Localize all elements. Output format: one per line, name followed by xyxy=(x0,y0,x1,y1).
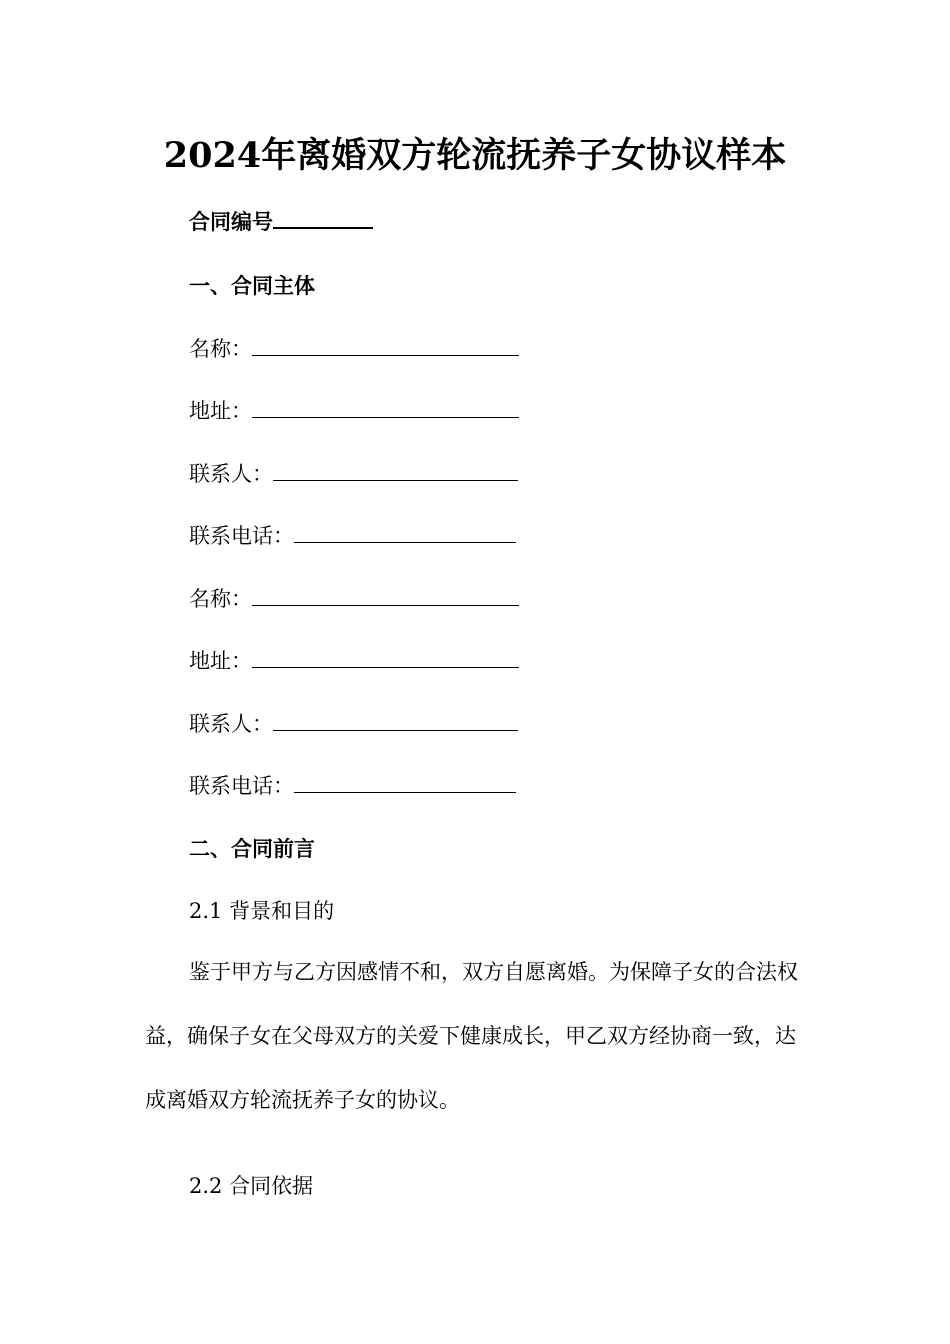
party-b-phone-label: 联系电话： xyxy=(189,774,294,798)
party-a-address-blank[interactable] xyxy=(252,401,519,418)
party-a-name-label: 名称： xyxy=(189,337,252,361)
party-b-phone-line xyxy=(189,770,516,800)
party-a-address-label: 地址： xyxy=(189,399,252,423)
party-b-name-label: 名称： xyxy=(189,587,252,611)
party-a-name-blank[interactable] xyxy=(252,339,519,356)
party-b-address-blank[interactable] xyxy=(252,651,519,668)
party-b-address-label: 地址： xyxy=(189,649,252,673)
party-a-contact-blank[interactable] xyxy=(273,464,518,481)
paragraph-2-1-text: 鉴于甲方与乙方因感情不和，双方自愿离婚。为保障子女的合法权益，确保子女在父母双方的关爱下健康成长，甲乙双方经协商一致，达成离婚双方轮流抚养子女的协议。 xyxy=(145,960,798,1112)
party-a-phone-blank[interactable] xyxy=(294,526,516,543)
contract-number-blank[interactable] xyxy=(273,211,373,229)
subsection-2-2-heading: 2.2 合同依据 xyxy=(189,1174,314,1198)
party-a-address-line xyxy=(189,395,519,425)
party-b-address-line xyxy=(189,645,519,675)
party-a-phone-line xyxy=(189,520,516,550)
party-b-name-line xyxy=(189,583,519,613)
document-title: 2024年离婚双方轮流抚养子女协议样本 xyxy=(163,135,787,176)
party-b-phone-blank[interactable] xyxy=(294,776,516,793)
section-2-heading: 二、合同前言 xyxy=(189,836,315,861)
paragraph-2-1 xyxy=(145,940,815,1132)
party-a-name-line xyxy=(189,333,519,363)
party-a-contact-label: 联系人： xyxy=(189,462,273,486)
contract-number-label: 合同编号 xyxy=(189,209,273,234)
party-a-contact-line xyxy=(189,458,518,488)
contract-number-line xyxy=(189,206,373,236)
party-b-contact-blank[interactable] xyxy=(273,714,518,731)
party-b-contact-label: 联系人： xyxy=(189,712,273,736)
subsection-2-1-heading: 2.1 背景和目的 xyxy=(189,899,335,923)
section-1-heading: 一、合同主体 xyxy=(189,273,315,298)
party-a-phone-label: 联系电话： xyxy=(189,524,294,548)
party-b-name-blank[interactable] xyxy=(252,589,519,606)
party-b-contact-line xyxy=(189,708,518,738)
